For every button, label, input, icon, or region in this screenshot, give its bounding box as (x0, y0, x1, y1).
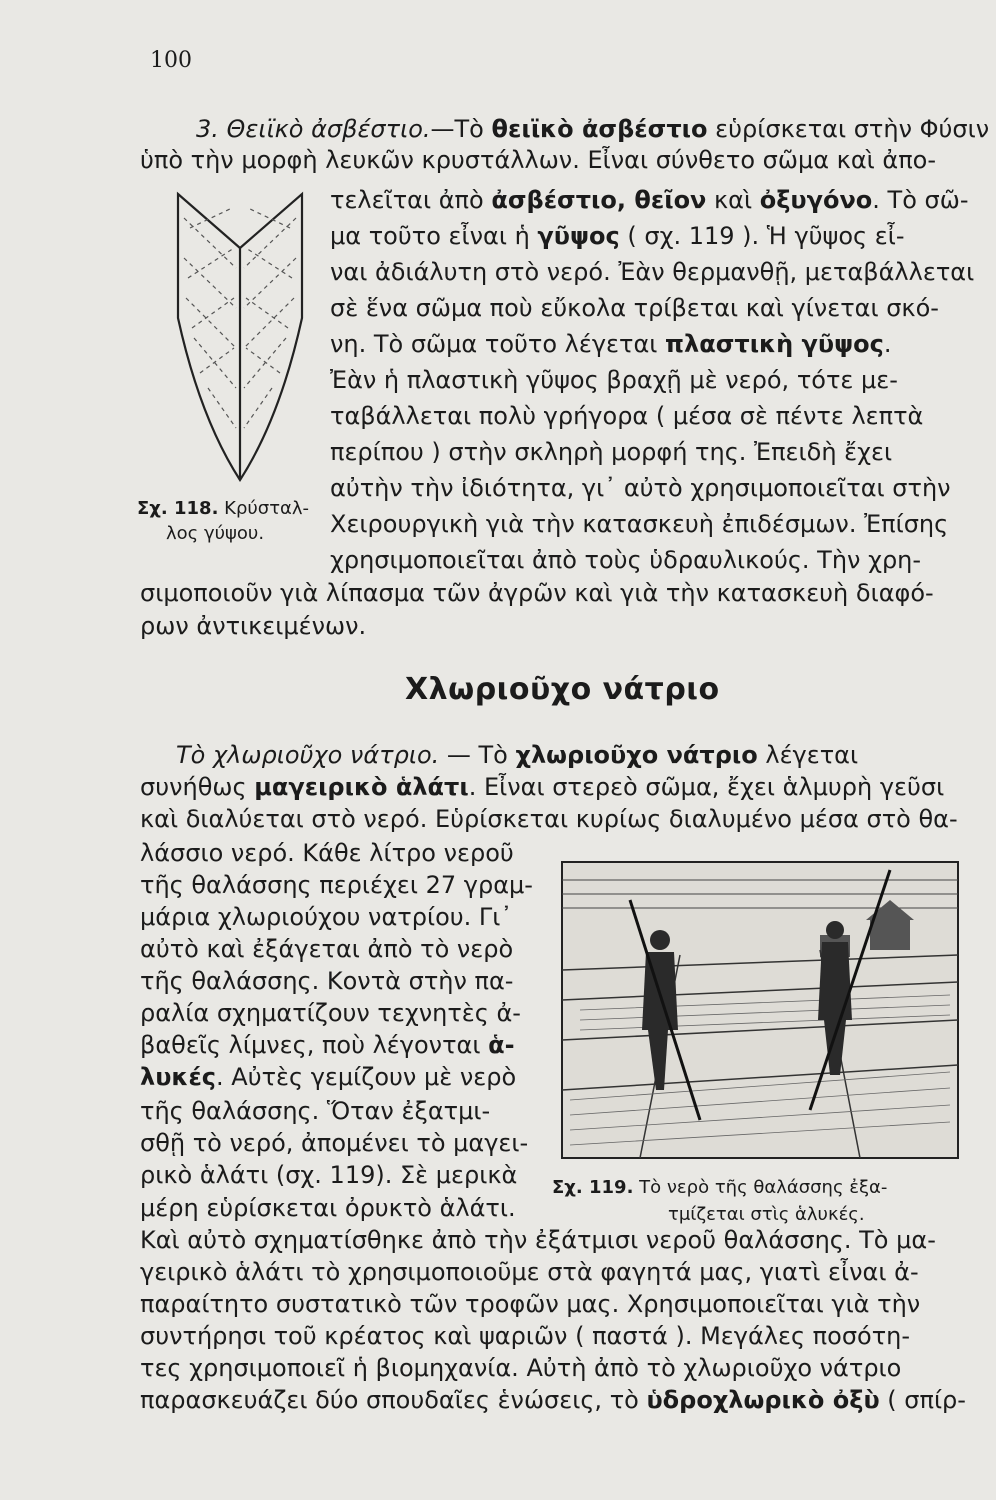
para2-line: τες χρησιμοποιεῖ ἡ βιομηχανία. Αὐτὴ ἀπὸ τὸ χλωριοῦχο νάτριο (140, 1354, 902, 1382)
para2-line: αὐτὸ καὶ ἐξάγεται ἀπὸ τὸ νερὸ (140, 935, 514, 963)
gypsum-crystal-figure (170, 188, 310, 488)
fig119-caption: Σχ. 119. Τὸ νερὸ τῆς θαλάσσης ἐξα- (552, 1177, 888, 1198)
fig119-caption-line2: τμίζεται στὶς ἁλυκές. (668, 1204, 865, 1225)
para2-line: παρασκευάζει δύο σπουδαῖες ἑνώσεις, τὸ ὑδροχλωρικὸ ὀξὺ ( σπίρ- (140, 1386, 966, 1414)
section-title: Χλωριοῦχο νάτριο (405, 672, 720, 707)
para2-line: σθῇ τὸ νερό, ἀπομένει τὸ μαγει- (140, 1129, 529, 1157)
para1-line: νη. Τὸ σῶμα τοῦτο λέγεται πλαστικὴ γῦψος. (330, 330, 892, 358)
para2-line: παραίτητο συστατικὸ τῶν τροφῶν μας. Χρησιμοποιεῖται γιὰ τὴν (140, 1290, 921, 1318)
para2-line: συνήθως μαγειρικὸ ἁλάτι. Εἶναι στερεὸ σῶμα, ἔχει ἁλμυρὴ γεῦσι (140, 773, 945, 801)
para2-line: βαθεῖς λίμνες, ποὺ λέγονται ἁ- (140, 1031, 515, 1059)
para1-line: ναι ἀδιάλυτη στὸ νερό. Ἐὰν θερμανθῇ, μεταβάλλεται (330, 258, 975, 286)
para1-line: 3. Θειϊκὸ ἀσβέστιο.—Τὸ θειϊκὸ ἀσβέστιο εὑρίσκεται στὴν Φύσιν (196, 115, 990, 143)
para1-line: περίπου ) στὴν σκληρὴ μορφή της. Ἐπειδὴ ἔχει (330, 438, 893, 466)
fig118-caption: Σχ. 118. Κρύσταλ- (137, 498, 310, 519)
para1-line: Χειρουργικὴ γιὰ τὴν κατασκευὴ ἐπιδέσμων. Ἐπίσης (330, 510, 949, 538)
para2-line: τῆς θαλάσσης περιέχει 27 γραμ- (140, 871, 533, 899)
para2-line: ρικὸ ἁλάτι (σχ. 119). Σὲ μερικὰ (140, 1161, 518, 1189)
para1-line: σιμοποιοῦν γιὰ λίπασμα τῶν ἀγρῶν καὶ γιὰ τὴν κατασκευὴ διαφό- (140, 579, 934, 607)
para1-line: χρησιμοποιεῖται ἀπὸ τοὺς ὑδραυλικούς. Τὴν χρη- (330, 546, 922, 574)
para2-line: γειρικὸ ἁλάτι τὸ χρησιμοποιοῦμε στὰ φαγητά μας, γιατὶ εἶναι ἀ- (140, 1258, 919, 1286)
para2-line: τῆς θαλάσσης. Ὅταν ἐξατμι- (140, 1097, 491, 1125)
para2-line: τῆς θαλάσσης. Κοντὰ στὴν πα- (140, 967, 514, 995)
para2-line: λυκές. Αὐτὲς γεμίζουν μὲ νερὸ (140, 1063, 517, 1091)
para1-line: Ἐὰν ἡ πλαστικὴ γῦψος βραχῇ μὲ νερό, τότε με- (330, 366, 898, 394)
salt-pans-illustration (560, 860, 960, 1160)
para2-line: συντήρησι τοῦ κρέατος καὶ ψαριῶν ( παστά ). Μεγάλες ποσότη- (140, 1322, 911, 1350)
para1-line: αὐτὴν τὴν ἰδιότητα, γι᾿ αὐτὸ χρησιμοποιεῖται στὴν (330, 474, 951, 502)
para2-line: καὶ διαλύεται στὸ νερό. Εὑρίσκεται κυρίως διαλυμένο μέσα στὸ θα- (140, 805, 958, 833)
page-number: 100 (150, 48, 192, 73)
fig118-caption-line2: λος γύψου. (166, 523, 265, 544)
para1-line: ρων ἀντικειμένων. (140, 612, 367, 640)
para2-line: μέρη εὑρίσκεται ὀρυκτὸ ἁλάτι. (140, 1194, 516, 1222)
para2-line: ραλία σχηματίζουν τεχνητὲς ἀ- (140, 999, 521, 1027)
para2-line: Καὶ αὐτὸ σχηματίσθηκε ἀπὸ τὴν ἐξάτμισι νεροῦ θαλάσσης. Τὸ μα- (140, 1226, 936, 1254)
para2-line: λάσσιο νερό. Κάθε λίτρο νεροῦ (140, 839, 514, 867)
para1-line: τελεῖται ἀπὸ ἀσβέστιο, θεῖον καὶ ὀξυγόνο. Τὸ σῶ- (330, 186, 969, 214)
para1-line: ταβάλλεται πολὺ γρήγορα ( μέσα σὲ πέντε λεπτὰ (330, 402, 924, 430)
para1-line: σὲ ἕνα σῶμα ποὺ εὔκολα τρίβεται καὶ γίνεται σκό- (330, 294, 939, 322)
para1-line: μα τοῦτο εἶναι ἡ γῦψος ( σχ. 119 ). Ἡ γῦψος εἶ- (330, 222, 905, 250)
para2-line: Τὸ χλωριοῦχο νάτριο. — Τὸ χλωριοῦχο νάτριο λέγεται (176, 741, 859, 769)
para2-line: μάρια χλωριούχου νατρίου. Γι᾿ (140, 903, 513, 931)
para1-line: ὑπὸ τὴν μορφὴ λευκῶν κρυστάλλων. Εἶναι σύνθετο σῶμα καὶ ἀπο- (140, 146, 936, 174)
